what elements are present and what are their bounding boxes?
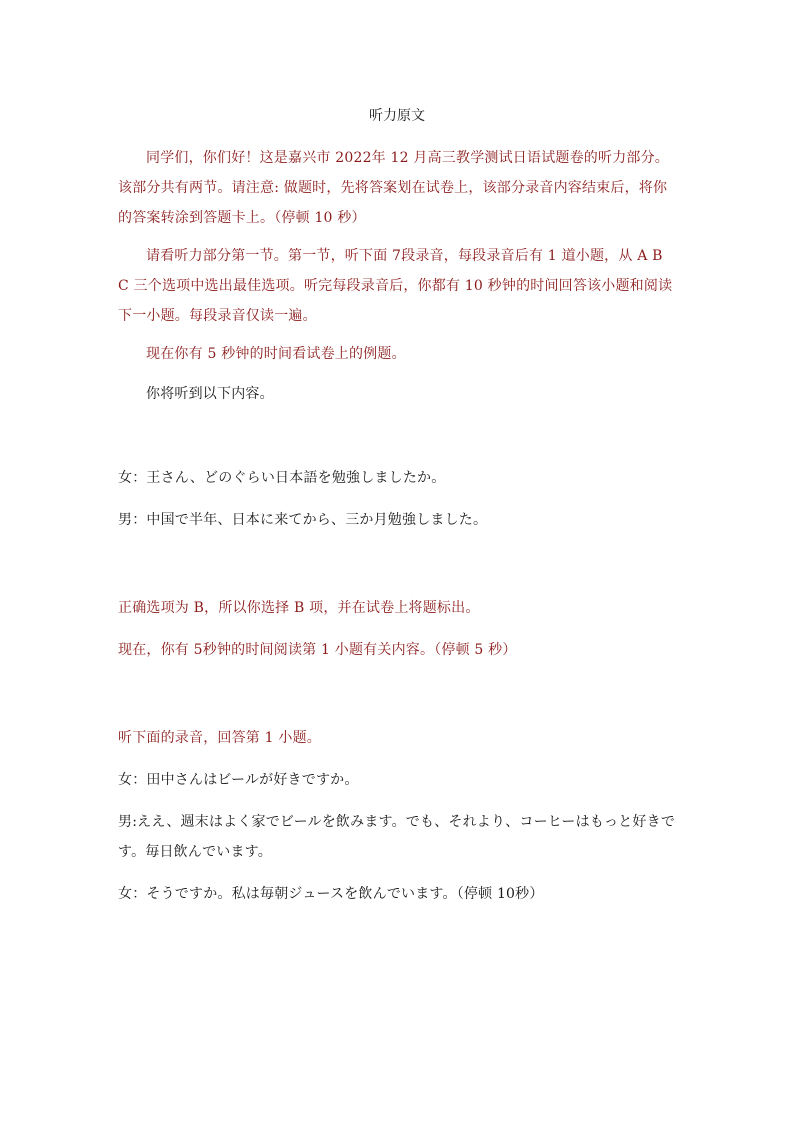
example-answer-text: 正确选项为 B，所以你选择 B 项，并在试卷上将题标出。 xyxy=(118,600,480,616)
intro-paragraph: 同学们，你们好！这是嘉兴市 2022年 12 月高三教学测试日语试题卷的听力部分。该部分共有两节。请注意: 做题时，先将答案划在试卷上，该部分录音内容结束后，将你的答案转涂到答题卡上。（停顿 10 秒） xyxy=(118,150,669,226)
example-dialogue-line-woman: 女：王さん、どのぐらい日本語を勉強しましたか。 xyxy=(118,470,446,486)
q1-dialogue-line-woman: 女：田中さんはビールが好きですか。 xyxy=(118,772,359,788)
example-dialogue-line-man: 男：中国で半年、日本に来てから、三か月勉強しました。 xyxy=(118,512,488,528)
q1-dialogue-line-woman-2: 女：そうですか。私は毎朝ジュースを飲んでいます。（停顿 10秒） xyxy=(118,886,544,902)
spacer xyxy=(118,547,676,593)
example-time-text: 现在你有 5 秒钟的时间看试卷上的例题。 xyxy=(146,346,406,362)
section1-paragraph: 请看听力部分第一节。第一节，听下面 7段录音，每段录音后有 1 道小题，从 A B C 三个选项中选出最佳选项。听完每段录音后，你都有 10 秒钟的时间回答该小题和阅读下一小题。每段录音仅读一遍。 xyxy=(118,248,673,324)
will-hear-text: 你将听到以下内容。 xyxy=(146,386,274,402)
q1-instruction-text: 听下面的录音，回答第 1 小题。 xyxy=(118,730,322,746)
spacer xyxy=(118,417,676,463)
q1-dialogue-line-man: 男:ええ、週末はよく家でビールを飲みます。でも、それより、コーヒーはもっと好きです。毎日飲んでいます。 xyxy=(118,814,676,860)
page-title: 听力原文 xyxy=(369,108,425,124)
q1-reading-time-text: 现在，你有 5秒钟的时间阅读第 1 小题有关内容。（停顿 5 秒） xyxy=(118,642,517,658)
spacer xyxy=(118,677,676,723)
